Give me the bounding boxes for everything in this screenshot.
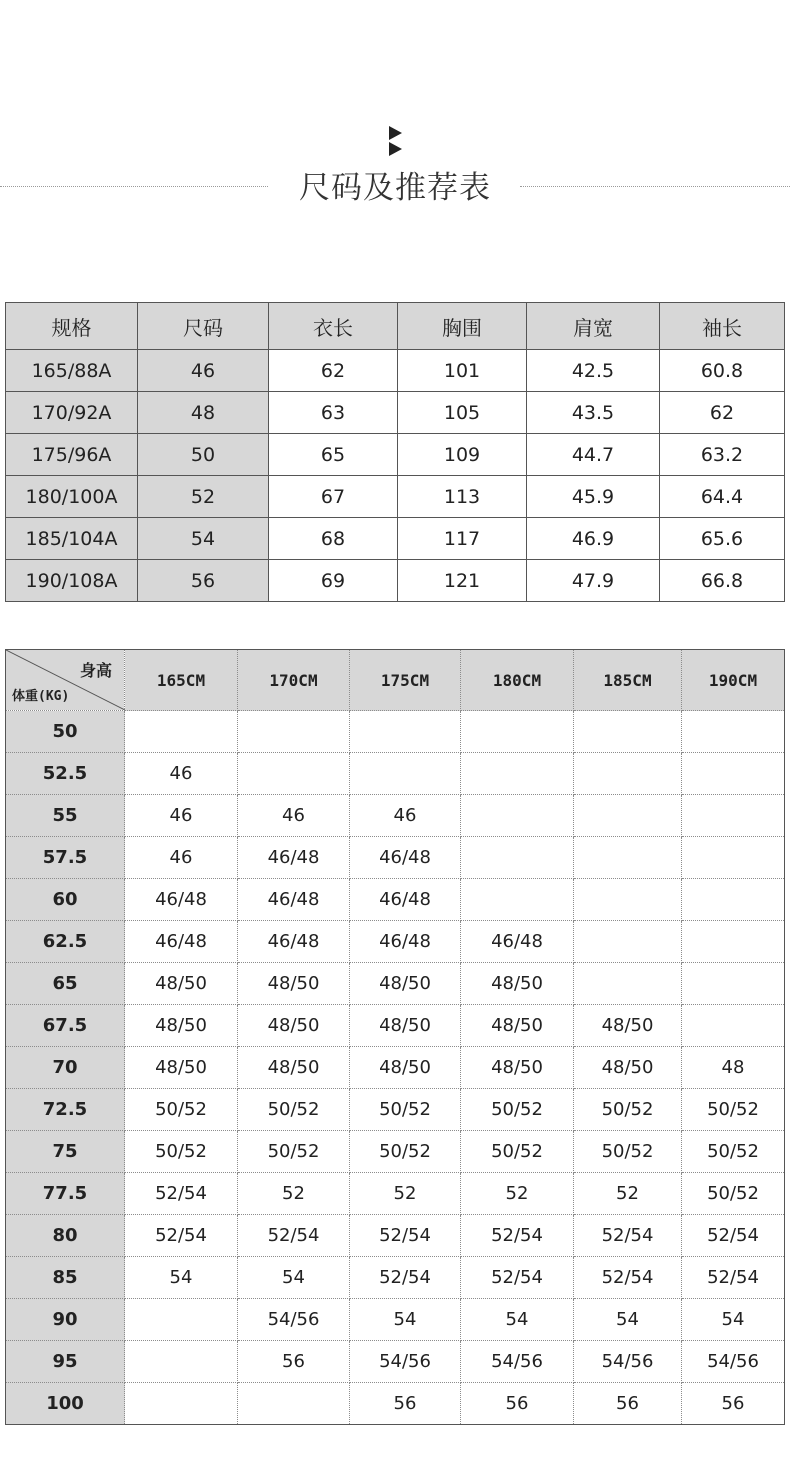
recommended-size-cell: 48/50 — [350, 1005, 461, 1047]
recommended-size-cell: 54/56 — [682, 1341, 785, 1383]
recommended-size-cell: 46/48 — [238, 879, 350, 921]
rec-table-row — [6, 921, 785, 963]
rec-table-row — [6, 1215, 785, 1257]
recommended-size-cell — [125, 1383, 238, 1425]
recommended-size-cell — [461, 837, 574, 879]
size-table-cell: 68 — [269, 518, 398, 560]
weight-cell: 57.5 — [6, 837, 125, 879]
recommended-size-cell: 48/50 — [461, 1005, 574, 1047]
weight-cell: 80 — [6, 1215, 125, 1257]
title-divider-right — [520, 186, 790, 187]
recommended-size-cell — [574, 753, 682, 795]
recommended-size-cell: 48/50 — [238, 1047, 350, 1089]
recommended-size-cell: 48/50 — [461, 1047, 574, 1089]
recommended-size-cell: 52 — [461, 1173, 574, 1215]
size-table-row — [6, 350, 785, 392]
size-table-cell: 170/92A — [6, 392, 138, 434]
size-table-cell: 47.9 — [527, 560, 660, 602]
size-table-cell: 45.9 — [527, 476, 660, 518]
height-header: 165CM — [125, 650, 238, 711]
size-table-cell: 109 — [398, 434, 527, 476]
size-header-length: 衣长 — [269, 303, 398, 350]
recommended-size-cell: 46/48 — [238, 837, 350, 879]
recommended-size-cell: 54 — [350, 1299, 461, 1341]
recommended-size-cell: 54/56 — [461, 1341, 574, 1383]
recommended-size-cell: 48/50 — [238, 963, 350, 1005]
recommended-size-cell: 50/52 — [238, 1131, 350, 1173]
recommended-size-cell: 54 — [574, 1299, 682, 1341]
recommended-size-cell: 50/52 — [238, 1089, 350, 1131]
recommended-size-cell — [125, 711, 238, 753]
size-table-cell: 48 — [138, 392, 269, 434]
title-divider-left — [0, 186, 268, 187]
recommended-size-cell — [350, 711, 461, 753]
size-header-sleeve: 袖长 — [660, 303, 785, 350]
recommended-size-cell: 50/52 — [574, 1131, 682, 1173]
recommended-size-cell: 52/54 — [461, 1257, 574, 1299]
size-table-cell: 46.9 — [527, 518, 660, 560]
height-header: 185CM — [574, 650, 682, 711]
recommended-size-cell: 52 — [350, 1173, 461, 1215]
recommended-size-cell — [682, 879, 785, 921]
size-table-cell: 63 — [269, 392, 398, 434]
recommended-size-cell: 46/48 — [125, 879, 238, 921]
recommended-size-cell — [238, 711, 350, 753]
recommended-size-cell: 56 — [350, 1383, 461, 1425]
recommended-size-cell: 54 — [238, 1257, 350, 1299]
recommended-size-cell: 48/50 — [238, 1005, 350, 1047]
recommended-size-cell — [461, 711, 574, 753]
weight-cell: 70 — [6, 1047, 125, 1089]
size-table-cell: 65.6 — [660, 518, 785, 560]
size-table-cell: 69 — [269, 560, 398, 602]
recommended-size-cell: 50/52 — [461, 1089, 574, 1131]
recommended-size-cell: 46 — [125, 837, 238, 879]
recommended-size-cell — [682, 711, 785, 753]
size-table-cell: 117 — [398, 518, 527, 560]
recommended-size-cell: 56 — [574, 1383, 682, 1425]
size-table — [5, 302, 785, 602]
size-table-cell: 42.5 — [527, 350, 660, 392]
recommended-size-cell: 52/54 — [350, 1257, 461, 1299]
recommended-size-cell — [682, 837, 785, 879]
size-table-cell: 64.4 — [660, 476, 785, 518]
weight-cell: 100 — [6, 1383, 125, 1425]
recommended-size-cell: 50/52 — [350, 1131, 461, 1173]
size-table-row — [6, 434, 785, 476]
rec-table-header-row — [6, 650, 785, 711]
recommended-size-cell — [125, 1299, 238, 1341]
recommended-size-cell: 56 — [682, 1383, 785, 1425]
play-arrows-icon — [388, 126, 404, 158]
size-table-cell: 185/104A — [6, 518, 138, 560]
rec-table-row — [6, 711, 785, 753]
size-table-cell: 180/100A — [6, 476, 138, 518]
recommended-size-cell: 46/48 — [350, 879, 461, 921]
rec-table-row — [6, 1299, 785, 1341]
recommended-size-cell: 54/56 — [574, 1341, 682, 1383]
recommended-size-cell: 46/48 — [238, 921, 350, 963]
recommended-size-cell: 46 — [238, 795, 350, 837]
size-table-cell: 44.7 — [527, 434, 660, 476]
size-table-row — [6, 476, 785, 518]
weight-cell: 67.5 — [6, 1005, 125, 1047]
recommended-size-cell: 46 — [350, 795, 461, 837]
weight-cell: 95 — [6, 1341, 125, 1383]
recommended-size-cell — [682, 963, 785, 1005]
recommended-size-cell: 46/48 — [461, 921, 574, 963]
recommended-size-cell — [461, 795, 574, 837]
recommended-size-cell: 48/50 — [125, 963, 238, 1005]
recommended-size-cell — [682, 795, 785, 837]
recommended-size-cell: 54 — [461, 1299, 574, 1341]
recommended-size-cell: 46/48 — [350, 837, 461, 879]
rec-table-row — [6, 1341, 785, 1383]
recommended-size-cell: 52 — [238, 1173, 350, 1215]
height-header: 190CM — [682, 650, 785, 711]
recommended-size-cell — [125, 1341, 238, 1383]
weight-cell: 62.5 — [6, 921, 125, 963]
recommended-size-cell: 56 — [461, 1383, 574, 1425]
size-table-cell: 46 — [138, 350, 269, 392]
recommended-size-cell: 52/54 — [574, 1215, 682, 1257]
recommended-size-cell: 50/52 — [682, 1131, 785, 1173]
rec-table-row — [6, 1383, 785, 1425]
rec-table-row — [6, 795, 785, 837]
recommended-size-cell — [574, 879, 682, 921]
recommended-size-cell: 52/54 — [574, 1257, 682, 1299]
size-table-row — [6, 560, 785, 602]
size-table-cell: 62 — [269, 350, 398, 392]
recommended-size-cell: 46 — [125, 795, 238, 837]
height-header: 170CM — [238, 650, 350, 711]
recommended-size-cell: 52/54 — [125, 1215, 238, 1257]
recommended-size-cell: 50/52 — [682, 1089, 785, 1131]
recommended-size-cell: 46/48 — [350, 921, 461, 963]
size-table-cell: 67 — [269, 476, 398, 518]
recommended-size-cell — [461, 753, 574, 795]
size-header-shoulder: 肩宽 — [527, 303, 660, 350]
size-table-cell: 43.5 — [527, 392, 660, 434]
recommended-size-cell: 46/48 — [125, 921, 238, 963]
size-table-row — [6, 392, 785, 434]
recommended-size-cell: 52/54 — [461, 1215, 574, 1257]
recommended-size-cell: 52/54 — [350, 1215, 461, 1257]
recommended-size-cell — [682, 753, 785, 795]
recommended-size-cell — [574, 795, 682, 837]
weight-cell: 50 — [6, 711, 125, 753]
recommended-size-cell — [574, 711, 682, 753]
recommended-size-cell — [238, 753, 350, 795]
recommended-size-cell — [574, 963, 682, 1005]
recommended-size-cell: 50/52 — [461, 1131, 574, 1173]
rec-table-row — [6, 753, 785, 795]
recommended-size-cell: 52 — [574, 1173, 682, 1215]
size-table-cell: 113 — [398, 476, 527, 518]
height-axis-label: 身高 — [79, 661, 112, 680]
rec-table-row — [6, 1131, 785, 1173]
size-table-cell: 65 — [269, 434, 398, 476]
size-table-cell: 101 — [398, 350, 527, 392]
size-table-cell: 165/88A — [6, 350, 138, 392]
size-table-cell: 54 — [138, 518, 269, 560]
weight-cell: 65 — [6, 963, 125, 1005]
rec-table-row — [6, 837, 785, 879]
rec-table-row — [6, 963, 785, 1005]
size-header-chest: 胸围 — [398, 303, 527, 350]
size-table-row — [6, 518, 785, 560]
weight-axis-label: 体重(KG) — [12, 689, 70, 704]
recommendation-table — [5, 649, 785, 1425]
recommended-size-cell: 54/56 — [238, 1299, 350, 1341]
rec-table-row — [6, 879, 785, 921]
size-table-cell: 62 — [660, 392, 785, 434]
recommended-size-cell — [461, 879, 574, 921]
recommended-size-cell: 48/50 — [574, 1005, 682, 1047]
size-table-cell: 175/96A — [6, 434, 138, 476]
recommended-size-cell — [350, 753, 461, 795]
recommended-size-cell: 46 — [125, 753, 238, 795]
recommended-size-cell: 52/54 — [238, 1215, 350, 1257]
recommended-size-cell: 50/52 — [350, 1089, 461, 1131]
height-header: 175CM — [350, 650, 461, 711]
recommended-size-cell — [682, 1005, 785, 1047]
recommended-size-cell: 48/50 — [350, 1047, 461, 1089]
recommended-size-cell: 48/50 — [125, 1047, 238, 1089]
weight-cell: 55 — [6, 795, 125, 837]
recommended-size-cell: 56 — [238, 1341, 350, 1383]
weight-cell: 85 — [6, 1257, 125, 1299]
weight-cell: 72.5 — [6, 1089, 125, 1131]
weight-cell: 77.5 — [6, 1173, 125, 1215]
size-table-cell: 56 — [138, 560, 269, 602]
weight-cell: 52.5 — [6, 753, 125, 795]
size-table-cell: 52 — [138, 476, 269, 518]
rec-corner-cell — [6, 650, 125, 711]
size-table-cell: 60.8 — [660, 350, 785, 392]
recommended-size-cell: 54/56 — [350, 1341, 461, 1383]
recommended-size-cell: 48/50 — [350, 963, 461, 1005]
recommended-size-cell — [574, 921, 682, 963]
recommended-size-cell: 48/50 — [125, 1005, 238, 1047]
size-table-header-row — [6, 303, 785, 350]
rec-table-row — [6, 1089, 785, 1131]
size-table-cell: 121 — [398, 560, 527, 602]
recommended-size-cell: 52/54 — [125, 1173, 238, 1215]
size-header-size: 尺码 — [138, 303, 269, 350]
recommended-size-cell — [682, 921, 785, 963]
recommended-size-cell — [574, 837, 682, 879]
recommended-size-cell: 48/50 — [461, 963, 574, 1005]
recommended-size-cell: 52/54 — [682, 1215, 785, 1257]
rec-table-row — [6, 1173, 785, 1215]
weight-cell: 60 — [6, 879, 125, 921]
size-table-cell: 105 — [398, 392, 527, 434]
recommended-size-cell: 50/52 — [574, 1089, 682, 1131]
height-header: 180CM — [461, 650, 574, 711]
recommended-size-cell: 52/54 — [682, 1257, 785, 1299]
rec-table-row — [6, 1257, 785, 1299]
recommended-size-cell: 48/50 — [574, 1047, 682, 1089]
weight-cell: 90 — [6, 1299, 125, 1341]
size-table-cell: 63.2 — [660, 434, 785, 476]
recommended-size-cell: 50/52 — [125, 1089, 238, 1131]
weight-cell: 75 — [6, 1131, 125, 1173]
size-table-cell: 66.8 — [660, 560, 785, 602]
size-table-cell: 50 — [138, 434, 269, 476]
recommended-size-cell: 50/52 — [682, 1173, 785, 1215]
recommended-size-cell: 50/52 — [125, 1131, 238, 1173]
rec-table-row — [6, 1047, 785, 1089]
rec-table-row — [6, 1005, 785, 1047]
size-table-cell: 190/108A — [6, 560, 138, 602]
recommended-size-cell: 54 — [125, 1257, 238, 1299]
page-title: 尺码及推荐表 — [299, 170, 491, 206]
size-header-spec: 规格 — [6, 303, 138, 350]
recommended-size-cell — [238, 1383, 350, 1425]
recommended-size-cell: 48 — [682, 1047, 785, 1089]
recommended-size-cell: 54 — [682, 1299, 785, 1341]
